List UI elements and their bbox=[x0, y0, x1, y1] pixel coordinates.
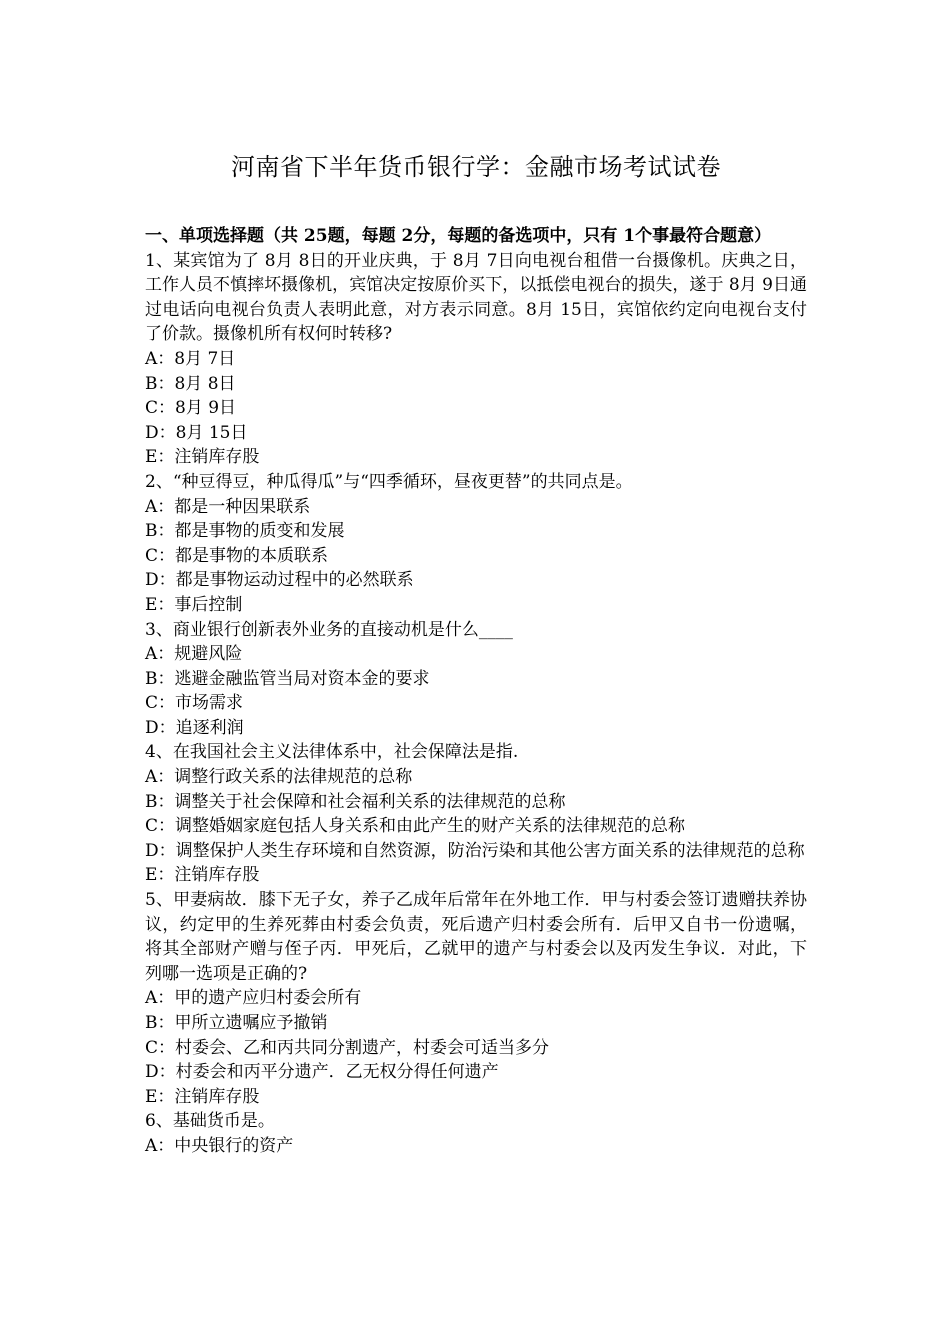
answer-option: D：调整保护人类生存环境和自然资源，防治污染和其他公害方面关系的法律规范的总称 bbox=[145, 840, 805, 861]
answer-option: B：8月 8日 bbox=[145, 373, 236, 394]
question-stem: 5、甲妻病故．膝下无子女，养子乙成年后常年在外地工作．甲与村委会签订遗赠扶养协议，约定甲的生养死葬由村委会负责，死后遗产归村委会所有．后甲又自书一份遗嘱，将其全部财产赠与侄子丙．甲死后，乙就甲的遗产与村委会以及丙发生争议．对此，下列哪一选项是正确的? bbox=[145, 890, 807, 984]
answer-option: B：逃避金融监管当局对资本金的要求 bbox=[145, 668, 430, 689]
answer-option: A：8月 7日 bbox=[145, 348, 236, 369]
question-stem: 3、商业银行创新表外业务的直接动机是什么____ bbox=[145, 619, 513, 640]
answer-option: C：调整婚姻家庭包括人身关系和由此产生的财产关系的法律规范的总称 bbox=[145, 816, 686, 837]
question-stem: 1、某宾馆为了 8月 8日的开业庆典，于 8月 7日向电视台租借一台摄像机。庆典之日，工作人员不慎摔坏摄像机，宾馆决定按原价买下，以抵偿电视台的损失，遂于 8月 9日通过电话向电视台负责人表明此意，对方表示同意。8月 15日，宾馆依约定向电视台支付了价款。摄像机所有权何时转移? bbox=[145, 250, 807, 345]
answer-option: C：8月 9日 bbox=[145, 398, 237, 419]
answer-option: E：注销库存股 bbox=[145, 447, 260, 468]
question-4 bbox=[145, 740, 807, 888]
section-heading: 一、单项选择题（共 25题，每题 2分，每题的备选项中，只有 1个事最符合题意） bbox=[145, 226, 772, 246]
answer-option: D：村委会和丙平分遗产．乙无权分得任何遗产 bbox=[145, 1062, 499, 1083]
question-stem: 4、在我国社会主义法律体系中，社会保障法是指. bbox=[145, 742, 519, 763]
question-stem: 6、基础货币是。 bbox=[145, 1111, 275, 1132]
answer-option: D：8月 15日 bbox=[145, 422, 248, 443]
question-6 bbox=[145, 1109, 807, 1158]
answer-option: A：甲的遗产应归村委会所有 bbox=[145, 988, 362, 1009]
answer-option: B：甲所立遗嘱应予撤销 bbox=[145, 1013, 328, 1033]
question-5 bbox=[145, 888, 807, 1109]
answer-option: E：注销库存股 bbox=[145, 865, 260, 886]
question-1 bbox=[145, 249, 807, 470]
answer-option: A：都是一种因果联系 bbox=[145, 496, 311, 517]
answer-option: E：注销库存股 bbox=[145, 1086, 260, 1107]
question-3 bbox=[145, 618, 807, 741]
question-stem: 2、“种豆得豆，种瓜得瓜”与“四季循环，昼夜更替”的共同点是。 bbox=[145, 471, 633, 492]
document-page bbox=[145, 150, 807, 1159]
answer-option: A：规避风险 bbox=[145, 644, 243, 665]
answer-option: C：都是事物的本质联系 bbox=[145, 545, 329, 566]
answer-option: E：事后控制 bbox=[145, 594, 243, 615]
answer-option: C：村委会、乙和丙共同分割遗产，村委会可适当多分 bbox=[145, 1037, 550, 1058]
answer-option: B：都是事物的质变和发展 bbox=[145, 521, 345, 542]
answer-option: B：调整关于社会保障和社会福利关系的法律规范的总称 bbox=[145, 791, 566, 812]
answer-option: D：追逐利润 bbox=[145, 717, 244, 738]
answer-option: A：中央银行的资产 bbox=[145, 1135, 294, 1156]
question-2 bbox=[145, 470, 807, 618]
answer-option: C：市场需求 bbox=[145, 693, 244, 714]
answer-option: D：都是事物运动过程中的必然联系 bbox=[145, 570, 414, 591]
answer-option: A：调整行政关系的法律规范的总称 bbox=[145, 767, 413, 788]
question-list bbox=[145, 249, 807, 1159]
page-title: 河南省下半年货币银行学：金融市场考试试卷 bbox=[231, 153, 721, 181]
